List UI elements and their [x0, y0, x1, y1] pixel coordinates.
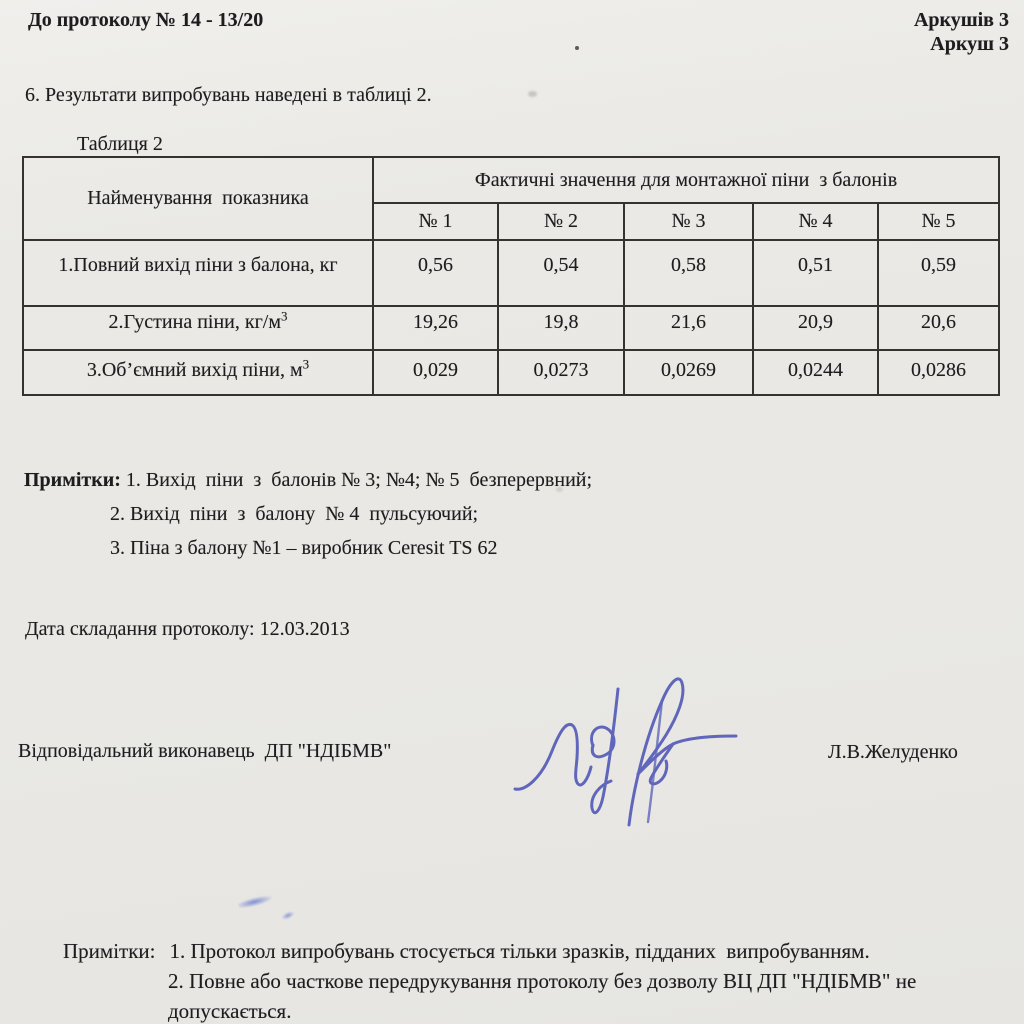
notes-label: Примітки: [24, 469, 121, 491]
value-cell: 0,58 [624, 240, 753, 306]
protocol-reference: До протоколу № 14 - 13/20 [28, 9, 264, 31]
value-cell: 20,6 [878, 306, 999, 350]
row-label: 1.Повний вихід піни з балона, кг [23, 240, 373, 306]
sheets-total: Аркушів 3 [913, 9, 1009, 31]
executor-name: Л.В.Желуденко [828, 741, 958, 763]
row-label: 3.Об’ємний вихід піни, $м^3$ [23, 350, 373, 395]
handwritten-signature [505, 645, 745, 840]
ink-smudge [237, 893, 274, 910]
section-6-text: 6. Результати випробувань наведені в таблиці 2. [25, 84, 432, 106]
footer-note-line [63, 936, 916, 966]
value-cell: 21,6 [624, 306, 753, 350]
note-line [24, 463, 592, 497]
cylinder-col-header: № 3 [624, 203, 753, 240]
protocol-date-line: Дата складання протоколу: 12.03.2013 [25, 618, 350, 640]
paper-speck [528, 91, 537, 97]
footer-note-line: допускається. [168, 999, 292, 1023]
table-row [23, 306, 999, 350]
footer-notes-label: Примітки: [63, 939, 156, 963]
value-cell: 0,029 [373, 350, 498, 395]
cylinder-col-header: № 5 [878, 203, 999, 240]
value-cell: 19,26 [373, 306, 498, 350]
note-item: 3. Піна з балону №1 – виробник Ceresit TS 62 [110, 537, 498, 559]
value-cell: 0,54 [498, 240, 624, 306]
table-row [23, 240, 999, 306]
footer-note-line: 2. Повне або часткове передрукування протоколу без дозволу ВЦ ДП "НДІБМВ" не [168, 969, 917, 993]
cylinder-col-header: № 4 [753, 203, 878, 240]
notes-block [24, 463, 592, 565]
sheet-current: Аркуш 3 [930, 33, 1009, 55]
indicator-name-header: Найменування показника [23, 157, 373, 240]
ink-smudge [280, 909, 296, 921]
paper-speck [575, 46, 579, 50]
executor-line: Відповідальний виконавець ДП "НДІБМВ" [18, 740, 392, 762]
note-item: 1. Вихід піни з балонів № 3; №4; № 5 безперервний; [125, 469, 593, 491]
value-cell: 0,0273 [498, 350, 624, 395]
group-header: Фактичні значення для монтажної піни з балонів [373, 157, 999, 203]
value-cell: 0,0269 [624, 350, 753, 395]
cylinder-col-header: № 2 [498, 203, 624, 240]
footer-notes-block [63, 936, 916, 1024]
value-cell: 0,51 [753, 240, 878, 306]
cylinder-col-header: № 1 [373, 203, 498, 240]
value-cell: 0,0286 [878, 350, 999, 395]
results-table [22, 156, 1000, 396]
sheet-counter [914, 8, 1009, 56]
footer-note-text: 1. Протокол випробувань стосується тільки зразків, підданих випробуванням. [169, 939, 870, 963]
value-cell: 0,56 [373, 240, 498, 306]
value-cell: 0,0244 [753, 350, 878, 395]
table-header-row [23, 157, 999, 203]
row-label: 2.Густина піни, $кг/м^3$ [23, 306, 373, 350]
signature-strokes [505, 645, 745, 840]
table-caption: Таблиця 2 [77, 133, 163, 155]
value-cell: 20,9 [753, 306, 878, 350]
value-cell: 19,8 [498, 306, 624, 350]
table-row [23, 350, 999, 395]
note-item: 2. Вихід піни з балону № 4 пульсуючий; [110, 503, 479, 525]
value-cell: 0,59 [878, 240, 999, 306]
paper-speck [556, 487, 563, 492]
